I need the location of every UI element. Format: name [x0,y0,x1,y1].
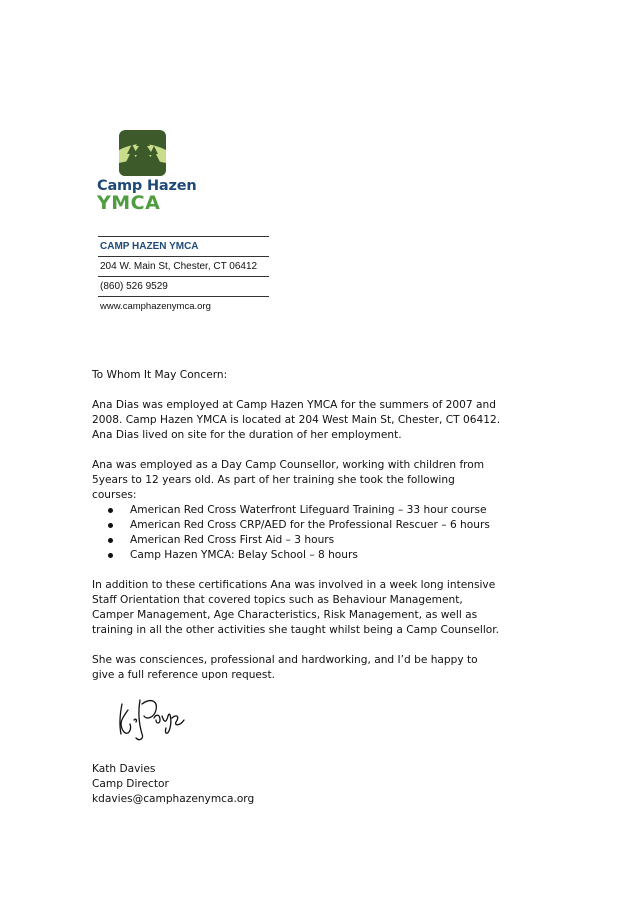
signatory-email[interactable]: kdavies@camphazenymca.org [92,793,255,805]
sign-off-block [92,762,254,807]
logo-ymca-text: YMCA [97,192,161,214]
letter-body [92,368,502,698]
list-item: American Red Cross CRP/AED for the Professional Rescuer – 6 hours [130,518,502,533]
paragraph-reference: She was consciences, professional and hardworking, and I’d be happy to give a full reference upon request. [92,654,478,681]
course-list [92,503,502,563]
camp-hazen-logo [97,130,207,213]
pine-tree-icon [119,130,166,176]
list-item: Camp Hazen YMCA: Belay School – 8 hours [130,548,502,563]
organization-name: CAMP HAZEN YMCA [98,236,269,256]
phone: (860) 526 9529 [98,276,269,296]
address: 204 W. Main St, Chester, CT 06412 [98,256,269,276]
contact-block [98,236,269,316]
website-link[interactable]: www.camphazenymca.org [98,296,269,316]
logo-camp-hazen-text: Camp Hazen [97,178,197,194]
handwritten-signature [110,690,190,750]
salutation: To Whom It May Concern: [92,369,228,381]
list-item: American Red Cross First Aid – 3 hours [130,533,502,548]
signatory-name: Kath Davies [92,763,156,775]
signatory-title: Camp Director [92,778,169,790]
paragraph-employment: Ana Dias was employed at Camp Hazen YMCA for the summers of 2007 and 2008. Camp Hazen YMCA is located at 204 West Main St, Chester, CT 06412. Ana Dias lived on site for the duration of her employment. [92,399,501,441]
list-item: American Red Cross Waterfront Lifeguard Training – 33 hour course [130,503,502,518]
paragraph-role: Ana was employed as a Day Camp Counsellor, working with children from 5years to 12 years old. As part of her training she took the following courses: [92,459,485,501]
paragraph-orientation: In addition to these certifications Ana was involved in a week long intensive Staff Orientation that covered topics such as Behaviour Management, Camper Management, Age Characteristics, Risk Management, as well as training in all the other activities she taught whilst being a Camp Counsellor. [92,579,500,636]
